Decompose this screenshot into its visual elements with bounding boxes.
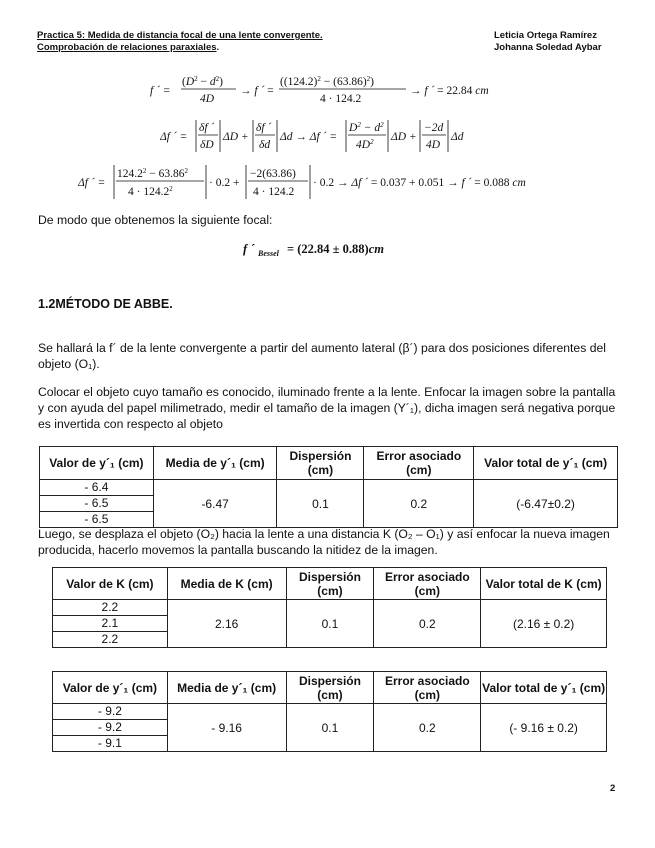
table-cell-error: 0.2	[364, 480, 474, 528]
svg-text:4D: 4D	[426, 139, 441, 151]
table-header-row	[53, 672, 607, 704]
svg-text:· 0.2 → Δf ´ = 0.037 + 0.051 →: · 0.2 → Δf ´ = 0.037 + 0.051 → f ´ = 0.088 cm	[313, 177, 526, 189]
table-cell-dispersion: 0.1	[277, 480, 364, 528]
table-cell-value: 2.2	[53, 600, 168, 616]
svg-text:= (22.84 ± 0.88)cm: = (22.84 ± 0.88)cm	[287, 242, 384, 256]
table-cell-value: - 6.5	[40, 512, 154, 528]
svg-text:Bessel: Bessel	[258, 249, 279, 258]
focal-intro: De modo que obtenemos la siguiente focal:	[38, 213, 273, 227]
svg-text:4D: 4D	[200, 93, 215, 105]
table-cell-value: 2.2	[53, 632, 168, 648]
table-cell-total: (- 9.16 ± 0.2)	[481, 704, 607, 752]
table-cell-value: - 9.2	[53, 704, 168, 720]
table-cell-media: - 9.16	[167, 704, 286, 752]
section-title: 1.2MÉTODO DE ABBE.	[38, 297, 173, 311]
column-header: Valor total de K (cm)	[481, 568, 607, 600]
table-cell-value: - 6.5	[40, 496, 154, 512]
column-header: Dispersión (cm)	[286, 568, 374, 600]
svg-text:4D2: $4D^2$	[356, 138, 374, 151]
svg-text:4 · 124.2: 4 · 124.2	[253, 186, 295, 198]
table-cell-value: 2.1	[53, 616, 168, 632]
table-cell-value: - 9.1	[53, 736, 168, 752]
table-row	[53, 600, 607, 616]
svg-text:δf ´: δf ´	[199, 122, 215, 134]
svg-text:((124.2)2 − (63.86)2): $((124.2)^2 - (63.86)^2)$	[280, 75, 374, 88]
paragraph-2: Colocar el objeto cuyo tamaño es conocido, iluminado frente a la lente. Enfocar la imagen sobre la pantalla y con ayuda del papel milimetrado, medir el tamaño de la imagen (Y´₁), dicha imagen será negativa porque es invertida con respecto al objeto	[38, 385, 616, 431]
table-cell-error: 0.2	[374, 600, 481, 648]
equation-error-general	[160, 116, 500, 158]
svg-text:Δd: Δd	[451, 131, 464, 143]
equation-1-text	[0, 0, 1, 1]
svg-text:Δf ´ =: Δf ´ =	[160, 131, 188, 143]
paragraph-1: Se hallará la f´ de la lente convergente a partir del aumento lateral (β´) para dos posiciones diferentes del objeto (O₁).	[38, 341, 606, 371]
table-cell-dispersion: 0.1	[286, 704, 374, 752]
table-row	[53, 704, 607, 720]
paragraph-3: Luego, se desplaza el objeto (O₂) hacia la lente a una distancia K (O₂ – O₁) y así enfocar la nueva imagen producida, hacerlo movemos la pantalla buscando la nitidez de la imagen.	[38, 527, 610, 557]
table-y1-second	[52, 671, 607, 752]
column-header: Valor de y´₁ (cm)	[40, 447, 154, 480]
table-cell-total: (-6.47±0.2)	[474, 480, 618, 528]
header-title	[37, 30, 323, 54]
table-y1-first	[39, 446, 618, 528]
column-header: Error asociado (cm)	[374, 672, 481, 704]
svg-text:ΔD +: ΔD +	[391, 131, 417, 143]
table-cell-error: 0.2	[374, 704, 481, 752]
focal-result-graphic	[243, 238, 423, 260]
svg-text:f ´ =: f ´ =	[150, 85, 171, 97]
focal-result	[243, 238, 423, 260]
svg-text:· 0.2 +: · 0.2 +	[209, 177, 240, 189]
svg-text:δD: δD	[200, 139, 214, 151]
header-title-line1: Practica 5: Medida de distancia focal de una lente convergente.	[37, 30, 323, 41]
table-row	[40, 480, 618, 496]
column-header: Valor total de y´₁ (cm)	[481, 672, 607, 704]
svg-text:4 · 124.2: 4 · 124.2	[320, 93, 362, 105]
svg-text:δf ´: δf ´	[256, 122, 272, 134]
column-header: Error asociado (cm)	[364, 447, 474, 480]
table-cell-media: 2.16	[167, 600, 286, 648]
equation-focal-graphic	[150, 70, 500, 112]
header-authors	[494, 30, 602, 54]
column-header: Error asociado (cm)	[374, 568, 481, 600]
table-header-row	[40, 447, 618, 480]
svg-text:D2 − d2: $D^2 - d^2$	[349, 121, 384, 134]
svg-text:4 · 124.22: $4 \cdot 124.2^2$	[128, 185, 173, 198]
table-k	[52, 567, 607, 648]
column-header: Dispersión (cm)	[277, 447, 364, 480]
header-title-line2-suffix: .	[216, 42, 220, 53]
equation-error-values-graphic	[78, 162, 578, 204]
table-cell-total: (2.16 ± 0.2)	[481, 600, 607, 648]
svg-text:Δd → Δf ´ =: Δd → Δf ´ =	[280, 131, 338, 143]
column-header: Media de y´₁ (cm)	[153, 447, 277, 480]
table-cell-media: -6.47	[153, 480, 277, 528]
svg-text:ΔD +: ΔD +	[223, 131, 249, 143]
author-2: Johanna Soledad Aybar	[494, 42, 602, 53]
table-cell-dispersion: 0.1	[286, 600, 374, 648]
svg-text:(D2 − d2): $(D^2 - d^2)$	[182, 75, 223, 88]
svg-text:→ f ´ = 22.84 cm: → f ´ = 22.84 cm	[410, 85, 489, 97]
table-header-row	[53, 568, 607, 600]
column-header: Valor de K (cm)	[53, 568, 168, 600]
svg-text:δd: δd	[259, 139, 271, 151]
author-1: Leticia Ortega Ramírez	[494, 30, 597, 41]
page-number: 2	[610, 783, 616, 794]
column-header: Valor de y´₁ (cm)	[53, 672, 168, 704]
equation-error-general-graphic	[160, 116, 500, 158]
svg-text:Δf ´ =: Δf ´ =	[78, 177, 106, 189]
equation-focal	[150, 70, 500, 112]
table-cell-value: - 6.4	[40, 480, 154, 496]
svg-text:−2d: −2d	[424, 122, 444, 134]
svg-text:f ´: f ´	[243, 242, 255, 256]
column-header: Valor total de y´₁ (cm)	[474, 447, 618, 480]
svg-text:→ f ´ =: → f ´ =	[240, 85, 274, 97]
table-cell-value: - 9.2	[53, 720, 168, 736]
header-title-line2: Comprobación de relaciones paraxiales	[37, 42, 217, 53]
svg-text:−2(63.86): −2(63.86)	[250, 168, 296, 180]
column-header: Media de y´₁ (cm)	[167, 672, 286, 704]
svg-text:124.22 − 63.862: $124.2^2 - 63.86^2$	[117, 167, 188, 180]
column-header: Media de K (cm)	[167, 568, 286, 600]
equation-error-values	[78, 162, 578, 204]
column-header: Dispersión (cm)	[286, 672, 374, 704]
